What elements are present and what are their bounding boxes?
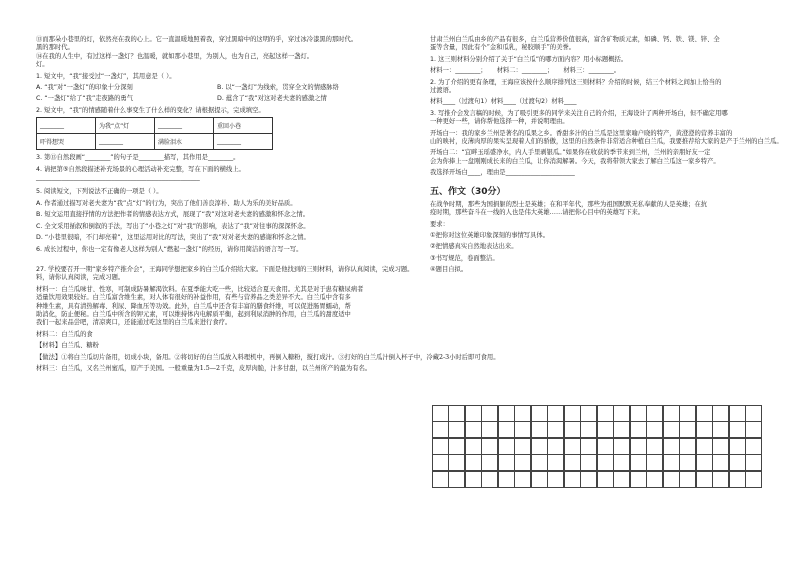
grid-cell[interactable] [448,471,465,488]
grid-cell[interactable] [514,421,531,438]
grid-cell[interactable] [547,405,564,422]
grid-cell[interactable] [712,438,729,455]
table-cell: 重回小巷 [214,118,273,134]
grid-cell[interactable] [712,405,729,422]
grid-cell[interactable] [547,421,564,438]
grid-cell[interactable] [630,438,647,455]
question-5-stem: 5. 阅读短文，下列说法不正确的一项是（ ）。 [36,188,163,196]
grid-cell[interactable] [613,471,630,488]
grid-cell[interactable] [663,421,680,438]
essay-writing-grid[interactable] [432,405,762,488]
grid-cell[interactable] [465,405,482,422]
grid-cell[interactable] [613,421,630,438]
grid-cell[interactable] [481,421,498,438]
question-1-options-row1 [36,84,398,92]
grid-cell[interactable] [745,471,762,488]
grid-cell[interactable] [531,405,548,422]
table-cell: ________ [155,118,214,134]
grid-cell[interactable] [679,438,696,455]
table-cell: 满脸泪水 [155,134,214,150]
option-c: C. “一盏灯”给了“我”走夜路的勇气 [36,95,134,103]
question-27-2-cont: 过渡语。 [430,87,456,95]
grid-cell[interactable] [597,405,614,422]
grid-cell[interactable] [481,438,498,455]
grid-cell[interactable] [679,405,696,422]
grid-cell[interactable] [465,438,482,455]
grid-cell[interactable] [498,454,515,471]
material-1-line: 材料一：白兰瓜味甘、性寒，可制成防暑解渴饮料。在夏季能大吃一些，比较适合夏天食用。尤其是对于患有糖尿病者 [36,285,364,293]
grid-cell[interactable] [646,471,663,488]
opening-1-cont: 山的映衬，皮薄肉厚的果实呈现着人们的骄傲，这里的自然条件非常适合种植白兰瓜，我要推荐给大家的是产于兰州的白兰瓜。 [430,138,783,146]
grid-cell[interactable] [564,471,581,488]
grid-cell[interactable] [745,405,762,422]
grid-cell[interactable] [729,471,746,488]
table-row [37,134,273,150]
material-1-line: 我们一起来品尝吧，清凉爽口，还能通过吃这里的白兰瓜来进行食疗。 [36,319,232,327]
question-27-2: 2. 为了介绍的更有条理，王海应该按什么顺序排列这三则材料？介绍的时候，结三个材料之间加上恰当的 [430,78,722,86]
material-2-blank[interactable]: 材料二：________； [496,67,554,75]
grid-cell[interactable] [465,421,482,438]
grid-cell[interactable] [597,438,614,455]
grid-cell[interactable] [465,454,482,471]
question-2-stem: 2. 短文中，“我”的情感随着什么事变生了什么样的变化？请根据提示，完成填空。 [36,106,265,114]
grid-cell[interactable] [646,405,663,422]
material-2-method: 【做法】①将白兰瓜切片备用，切成小块，备用。②将切好的白兰瓜放入料理机中，再倒入糖粉，搅打成汁。③打好的白兰瓜汁倒入杯子中，冷藏2-3小时后即可食用。 [36,353,500,361]
grid-cell[interactable] [514,438,531,455]
question-27-3-cont: 一种更好一些，请你帮他选择一种，并说明理由。 [430,118,569,126]
grid-cell[interactable] [745,454,762,471]
grid-cell[interactable] [580,454,597,471]
table-cell: 吓得想哭 [37,134,96,150]
question-27-1-blanks[interactable] [430,67,768,75]
grid-cell[interactable] [712,454,729,471]
table-cell: ________ [37,118,96,134]
material-1-line: 适量饮用效果较好。白兰瓜富含维生素，对人体有很好的补益作用，有些与营养品之类差异不大。白兰瓜中含有多 [36,294,351,302]
requirement-item: ②把情感真实自然地表达出来。 [430,243,518,251]
grid-cell[interactable] [564,438,581,455]
grid-cell[interactable] [465,471,482,488]
grid-cell[interactable] [531,421,548,438]
option-b: B. 短文运用直接抒情的方法把作者的情感表达方式，展现了“我”对这对老夫妻的感激和怀念之情。 [36,211,310,219]
grid-cell[interactable] [547,438,564,455]
grid-cell[interactable] [729,405,746,422]
paragraph-14-cont: 灯。 [36,61,49,69]
grid-cell[interactable] [696,405,713,422]
grid-cell[interactable] [663,471,680,488]
grid-cell[interactable] [481,405,498,422]
grid-cell[interactable] [745,421,762,438]
material-3-cont: 甘肃兰州白兰瓜由乡的产品有很多，白兰瓜营养价值很高，富含矿物质元素，如磷、钙、铁、镁、锌、全 [430,36,720,43]
grid-cell[interactable] [580,438,597,455]
material-3-blank[interactable]: 材料三：________。 [563,67,621,75]
grid-cell[interactable] [514,405,531,422]
grid-cell[interactable] [580,421,597,438]
requirement-item: ④题目自拟。 [430,266,468,274]
grid-cell[interactable] [663,438,680,455]
grid-cell[interactable] [498,438,515,455]
opening-2: 开场白二：“宜畔玉瑶盛净水，内人手里剥银瓜。”如果你在收获的季节来到兰州，兰州的亲朋好友一定 [430,149,711,157]
essay-prompt-cont: 疫时期，那些奋斗在一线的人也是伟大英雄……请把你心目中的英雄写下来。 [430,209,645,217]
grid-cell[interactable] [630,405,647,422]
grid-cell[interactable] [580,471,597,488]
question-6: 6. 成长过程中，你也一定有像老人这样为别人“燃起一盏灯”的经历，请你用简洁的语言写一写。 [36,245,303,253]
choose-opening-line[interactable]: 我选择开场白____，理由是______________________ [430,169,575,177]
grid-cell[interactable] [663,454,680,471]
material-1-line: 种维生素，具有清热解毒、利尿、降血压等功效。此外，白兰瓜中还含有丰富的膳食纤维，可以促进肠胃蠕动，帮 [36,302,351,310]
requirement-item: ①把你对这位英雄印象深刻的事情写具体。 [430,231,549,239]
grid-cell[interactable] [514,454,531,471]
grid-cell[interactable] [597,421,614,438]
grid-cell[interactable] [564,421,581,438]
emotion-flow-table [36,117,273,150]
grid-cell[interactable] [448,405,465,422]
grid-cell[interactable] [531,438,548,455]
grid-cell[interactable] [531,471,548,488]
grid-cell[interactable] [514,471,531,488]
grid-cell[interactable] [432,454,449,471]
grid-cell[interactable] [663,405,680,422]
grid-cell[interactable] [729,454,746,471]
grid-cell[interactable] [432,438,449,455]
grid-cell[interactable] [432,421,449,438]
grid-cell[interactable] [580,405,597,422]
grid-cell[interactable] [498,471,515,488]
table-row [37,118,273,134]
requirement-item: ③书写规范，卷面整洁。 [430,254,499,262]
grid-cell[interactable] [696,438,713,455]
grid-cell[interactable] [481,471,498,488]
question-3: 3. 第⑬自然段画“________”的句子是________描写，其作用是________。 [36,154,240,162]
question-27-2-blanks[interactable]: 材料____（过渡句1）材料____（过渡句2）材料____ [430,98,577,106]
grid-cell[interactable] [646,454,663,471]
grid-cell[interactable] [679,454,696,471]
grid-cell[interactable] [432,471,449,488]
question-27-3: 3. 写推介会发言稿的时候，为了吸引更多的同学来关注自己的介绍，王海设计了两种开场白，但不确定用哪 [430,109,728,117]
right-column [430,36,783,275]
material-3: 材料三：白兰瓜，又名兰州蜜瓜，原产于美国。一般重量为1.5—2千克，皮厚肉脆，汁多甘甜，以兰州所产的最为有名。 [36,364,372,372]
material-2-ingredients: 【材料】白兰瓜、糖粉 [36,342,99,350]
question-27-intro-cont: 料，请你认真阅读，完成习题。 [36,274,125,282]
grid-cell[interactable] [613,405,630,422]
grid-cell[interactable] [481,454,498,471]
section-title-composition: 五、作文（30分） [430,186,506,197]
grid-cell[interactable] [712,471,729,488]
question-1-options-row2 [36,95,398,103]
grid-cell[interactable] [613,454,630,471]
question-1-stem: 1. 短文中，“我”接受过“一盏灯”，其用意是（ ）。 [36,72,176,80]
grid-cell[interactable] [547,471,564,488]
material-1-line: 助消化，防止便秘。白兰瓜中所含的钾元素，可以维持体内电解质平衡，起到利尿消肿的作用，白兰瓜的甜度适中 [36,310,351,318]
grid-cell[interactable] [630,454,647,471]
paragraph-14: ⑭在我的人生中，有过这样一盏灯？也温暖，就如那小巷里，为别人，也为自己，亮起这样一盏灯。 [36,52,314,60]
material-2-title: 材料二：白兰瓜的食 [36,330,93,338]
grid-cell[interactable] [679,421,696,438]
table-cell: ________ [214,134,273,150]
option-c: C. 全文采用插叙和倒叙的手法，写出了“小巷之灯”对“我”的影响，表达了“我”对往事的深深怀念。 [36,222,310,230]
grid-cell[interactable] [712,421,729,438]
grid-cell[interactable] [630,471,647,488]
essay-prompt: 在战争时期，那些为国捐躯的烈士是英雄；在和平年代，那些为祖国默默无私奉献的人是英雄；在抗 [430,200,708,208]
material-3-cont: 蛋等含量，因此有个“金和瓜乳，秘胶顺手”的美誉。 [430,44,575,52]
grid-cell[interactable] [564,405,581,422]
grid-cell[interactable] [498,421,515,438]
option-a: A. “我”对“一盏灯”的印象十分深刻 [36,84,133,92]
table-cell: 为我“点”灯 [96,118,155,134]
grid-cell[interactable] [729,438,746,455]
grid-cell[interactable] [696,471,713,488]
grid-cell[interactable] [613,438,630,455]
grid-cell[interactable] [531,454,548,471]
question-4: 4. 请把第⑤自然段描述补充场景的心理活动补充完整，写在下面的横线上。 [36,165,245,173]
paragraph-13-cont: 黑的那时代。 [36,44,74,52]
question-27-intro: 27. 学校要召开一期“家乡特产推介会”，王海同学想把家乡的白兰瓜介绍给大家。下面是他找到的三则材料，请你认真阅读，完成习题。 [36,265,414,273]
grid-cell[interactable] [745,438,762,455]
grid-cell[interactable] [564,454,581,471]
option-d: D. “小巷里很暗，不门却亮着”，这里运用对比的写法，突出了“我”对对老夫妻的感谢和怀念之情。 [36,234,310,242]
question-27-1: 1. 这三则材料分别介绍了关于“白兰瓜”的哪方面内容？用小标题概括。 [430,55,628,63]
grid-cell[interactable] [498,405,515,422]
grid-cell[interactable] [432,405,449,422]
requirements-label: 要求： [430,220,449,228]
grid-cell[interactable] [547,454,564,471]
grid-cell[interactable] [646,438,663,455]
grid-cell[interactable] [679,471,696,488]
option-b: B. 以“一盏灯”为线索，贯穿全文的情感脉络 [217,84,339,92]
grid-cell[interactable] [597,454,614,471]
table-cell: ________ [96,134,155,150]
material-1-blank[interactable]: 材料一：________； [430,67,487,75]
grid-cell[interactable] [448,454,465,471]
option-d: D. 蕴含了“我”对这对老夫妻的感激之情 [217,95,327,103]
option-a: A. 作者通过描写对老夫妻为“我”点“灯”的行为，突出了他们善良淳朴、助人为乐的美好品质。 [36,199,297,207]
opening-1: 开场白一：我的家乡兰州是著名的瓜果之乡。香甜多汁的白兰瓜是这里家喻户晓的特产，黄澄澄的营养丰富的 [430,129,733,137]
opening-2-cont: 会为你捧上一盘刚刚成长来的白兰瓜，让你消渴解暑。今天，我将带领大家去了解白兰瓜这一家乡特产。 [430,157,720,165]
question-4-answer-line[interactable]: ____________________________________________________ [36,174,200,182]
grid-cell[interactable] [729,421,746,438]
grid-cell[interactable] [448,421,465,438]
grid-cell[interactable] [696,454,713,471]
grid-cell[interactable] [448,438,465,455]
grid-cell[interactable] [597,471,614,488]
grid-cell[interactable] [696,421,713,438]
grid-cell[interactable] [630,421,647,438]
grid-cell[interactable] [646,421,663,438]
paragraph-13: ⑬而那朵小巷里的灯，依然亮在我的心上。它一直温暖地照着我，穿过黑暗中的这明的乎，穿过冰冷漆黑的那时代。 [36,36,358,43]
